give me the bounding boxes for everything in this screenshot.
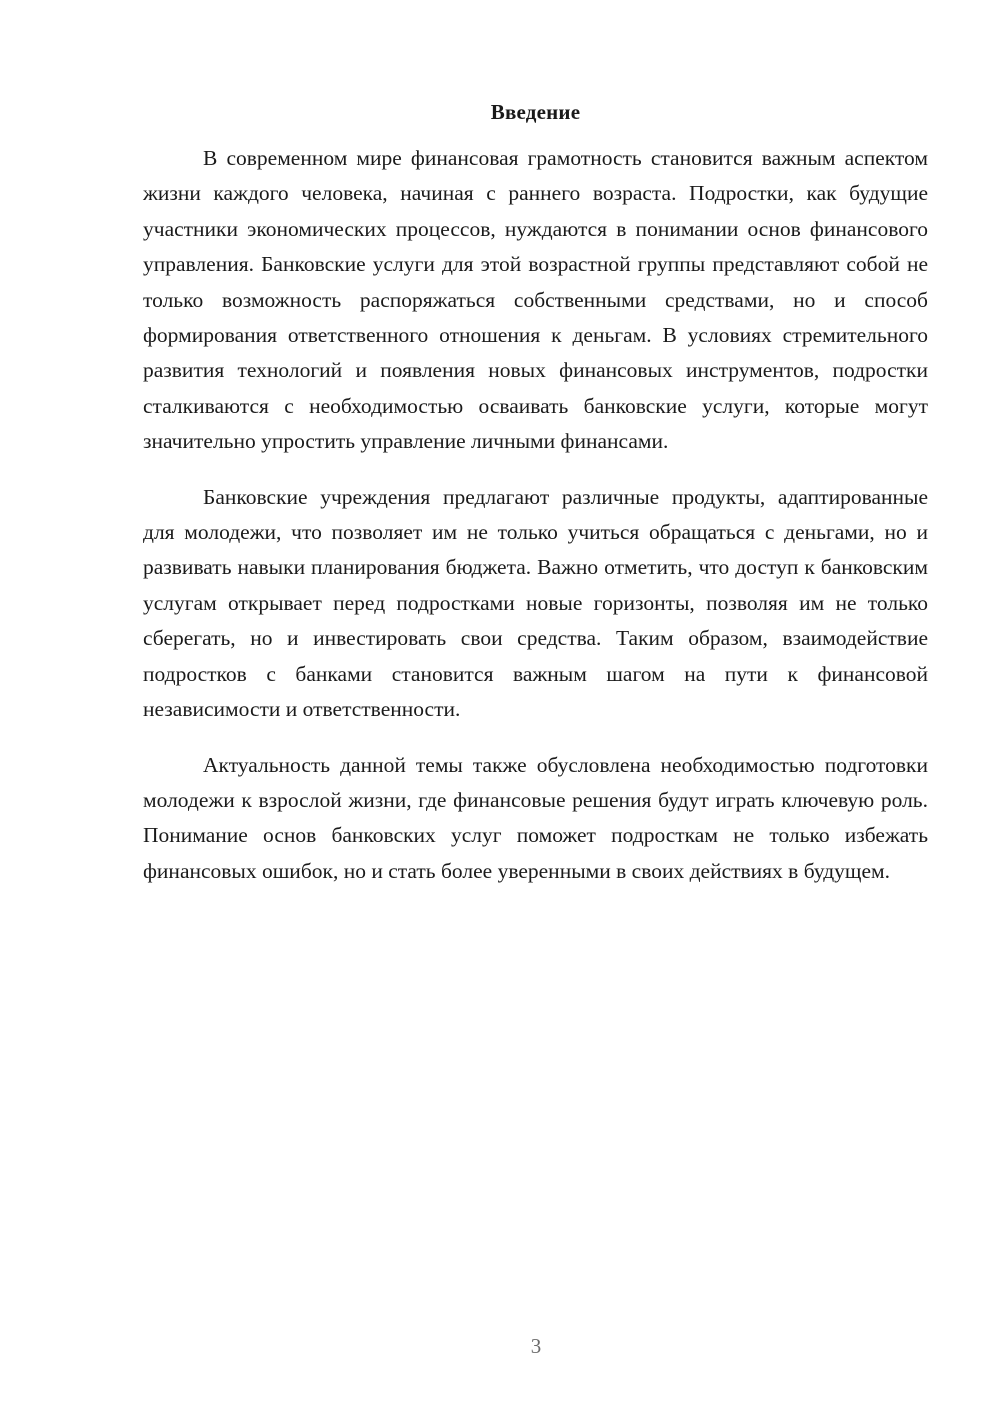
paragraph-1: В современном мире финансовая грамотность становится важным аспектом жизни каждого человека, начиная с раннего возраста. Подростки, как будущие участники экономических процессов, нуждаются в понимании основ финансового управления. Банковские услуги для этой возрастной группы представляют собой не только возможность распоряжаться собственными средствами, но и способ формирования ответственного отношения к деньгам. В условиях стремительного развития технологий и появления новых финансовых инструментов, подростки сталкиваются с необходимостью осваивать банковские услуги, которые могут значительно упростить управление личными финансами. bbox=[143, 146, 928, 454]
document-body bbox=[143, 141, 928, 909]
paragraph-3: Актуальность данной темы также обусловлена необходимостью подготовки молодежи к взрослой жизни, где финансовые решения будут играть ключевую роль. Понимание основ банковских услуг поможет подросткам не только избежать финансовых ошибок, но и стать более уверенными в своих действиях в будущем. bbox=[143, 752, 928, 883]
paragraph-2: Банковские учреждения предлагают различные продукты, адаптированные для молодежи, что позволяет им не только учиться обращаться с деньгами, но и развивать навыки планирования бюджета. Важно отметить, что доступ к банковским услугам открывает перед подростками новые горизонты, позволяя им не только сберегать, но и инвестировать свои средства. Таким образом, взаимодействие подростков с банками становится важным шагом на пути к финансовой независимости и ответственности. bbox=[143, 484, 928, 722]
page-number: 3 bbox=[530, 1334, 542, 1358]
section-title: Введение bbox=[490, 100, 581, 124]
